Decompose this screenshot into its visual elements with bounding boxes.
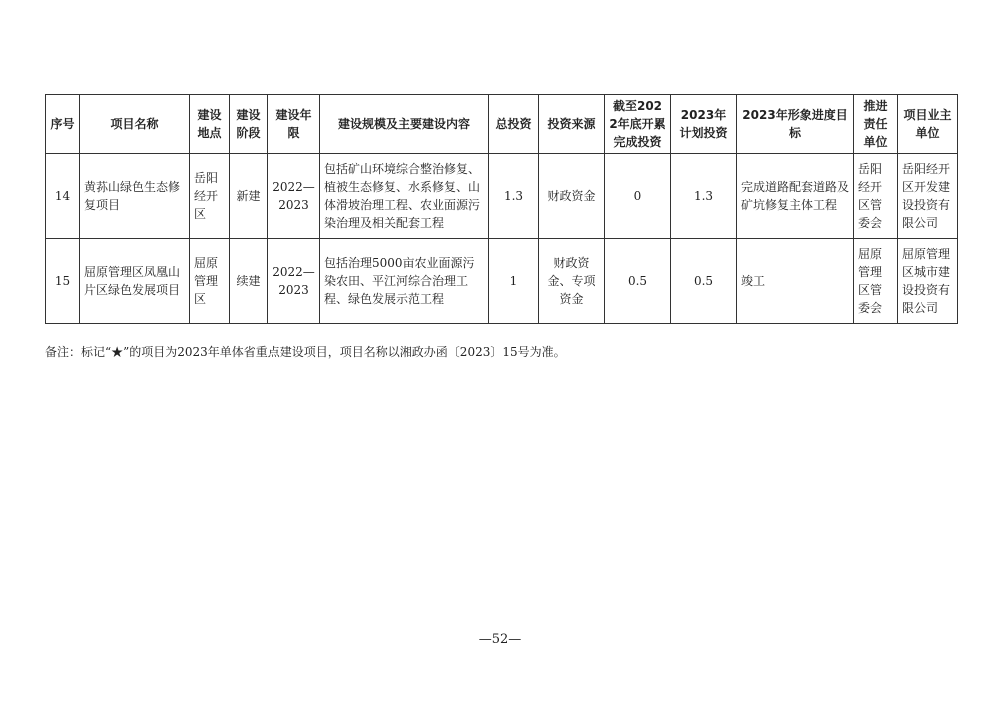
cell-plan-2023: 1.3 (671, 154, 737, 239)
cell-period: 2022—2023 (268, 239, 320, 324)
cell-name: 屈原管理区凤凰山片区绿色发展项目 (80, 239, 190, 324)
header-target: 2023年形象进度目标 (737, 95, 854, 154)
header-no: 序号 (46, 95, 80, 154)
table-row (46, 154, 958, 239)
cell-period: 2022—2023 (268, 154, 320, 239)
cell-completed: 0.5 (605, 239, 671, 324)
cell-owner: 岳阳经开区开发建设投资有限公司 (898, 154, 958, 239)
cell-stage: 新建 (230, 154, 268, 239)
cell-stage: 续建 (230, 239, 268, 324)
cell-plan-2023: 0.5 (671, 239, 737, 324)
table-body (46, 154, 958, 324)
cell-target: 完成道路配套道路及矿坑修复主体工程 (737, 154, 854, 239)
cell-total: 1 (489, 239, 539, 324)
cell-no: 14 (46, 154, 80, 239)
header-owner: 项目业主单位 (898, 95, 958, 154)
cell-content: 包括治理5000亩农业面源污染农田、平江河综合治理工程、绿色发展示范工程 (320, 239, 489, 324)
header-plan-2023: 2023年计划投资 (671, 95, 737, 154)
table-row (46, 239, 958, 324)
footnote: 备注：标记“★”的项目为2023年单体省重点建设项目，项目名称以湘政办函〔2023〕15号为准。 (45, 345, 566, 359)
header-responsible: 推进责任单位 (854, 95, 898, 154)
cell-owner: 屈原管理区城市建设投资有限公司 (898, 239, 958, 324)
table-header (46, 95, 958, 154)
project-table (45, 94, 958, 324)
header-name: 项目名称 (80, 95, 190, 154)
header-content: 建设规模及主要建设内容 (320, 95, 489, 154)
cell-responsible: 岳阳经开区管委会 (854, 154, 898, 239)
cell-source: 财政资金 (539, 154, 605, 239)
cell-no: 15 (46, 239, 80, 324)
cell-location: 屈原管理区 (190, 239, 230, 324)
header-row (46, 95, 958, 154)
header-total: 总投资 (489, 95, 539, 154)
header-completed: 截至2022年底开累完成投资 (605, 95, 671, 154)
header-stage: 建设阶段 (230, 95, 268, 154)
header-period: 建设年限 (268, 95, 320, 154)
cell-source: 财政资金、专项资金 (539, 239, 605, 324)
page-number: —52— (478, 632, 522, 647)
cell-name: 黄荪山绿色生态修复项目 (80, 154, 190, 239)
cell-content: 包括矿山环境综合整治修复、植被生态修复、水系修复、山体滑坡治理工程、农业面源污染治理及相关配套工程 (320, 154, 489, 239)
cell-total: 1.3 (489, 154, 539, 239)
cell-location: 岳阳经开区 (190, 154, 230, 239)
cell-completed: 0 (605, 154, 671, 239)
cell-target: 竣工 (737, 239, 854, 324)
header-source: 投资来源 (539, 95, 605, 154)
header-location: 建设地点 (190, 95, 230, 154)
cell-responsible: 屈原管理区管委会 (854, 239, 898, 324)
